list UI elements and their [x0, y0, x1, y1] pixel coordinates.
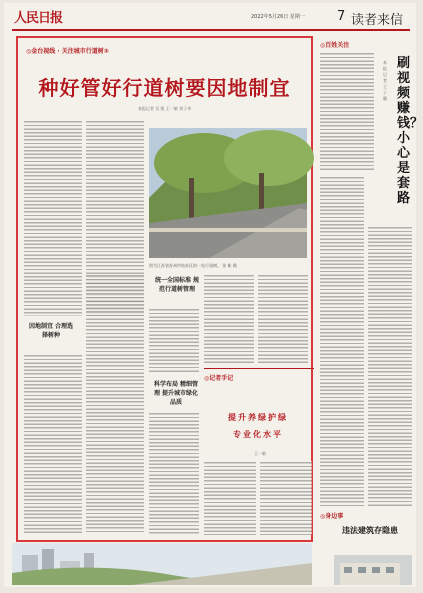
side-byline: 本报记者 王子璐 [383, 60, 387, 101]
feature-article[interactable] [16, 36, 313, 542]
feature-byline: 本报记者 吴 凯 王一敏 刘子李 [138, 106, 192, 111]
subhead-3: 科学布局 精细管理 提升城市绿化品质 [153, 381, 199, 406]
reporter-note-title-line: 提升养绿护绿 [228, 413, 288, 422]
body-text [258, 274, 308, 364]
issue-date: 2022年5月26日 星期一 [251, 14, 305, 20]
body-text [204, 461, 256, 535]
header-rule [12, 29, 410, 31]
masthead-logo: 人民日报 [14, 11, 63, 26]
city-skyline-photo [12, 543, 312, 585]
body-text [24, 354, 82, 534]
body-text [149, 412, 199, 534]
body-text [320, 52, 374, 172]
side-headline[interactable]: 刷视频赚钱？小心是套路 [397, 56, 423, 206]
body-text [204, 274, 254, 364]
side-kicker: ◎百姓关注 [320, 42, 350, 49]
body-text [260, 461, 312, 535]
feature-headline[interactable]: 种好管好行道树要因地制宜 [38, 76, 291, 100]
reporter-note-title [206, 409, 310, 443]
reporter-note [204, 368, 314, 539]
reporter-note-kicker: ◎记者手记 [204, 375, 234, 382]
subhead-2: 统一全国标准 规范行道树管理 [154, 277, 200, 293]
bottom-kicker: ◎身边事 [320, 513, 344, 520]
section-title: 读者来信 [351, 13, 404, 28]
body-text [368, 226, 412, 506]
feature-kicker: ◎金台视线 · 关注城市行道树③ [26, 48, 109, 55]
bottom-headline[interactable]: 违法建筑存隐患 [342, 526, 398, 535]
page-number: 7 [337, 9, 346, 24]
body-text [24, 120, 82, 316]
street-tree-photo [149, 128, 307, 258]
building-photo [334, 555, 412, 585]
photo-caption: 图为江苏省苏州市姑苏区的一处行道树。 张 新 摄 [149, 263, 237, 268]
newspaper-page [4, 3, 423, 587]
body-text [86, 274, 144, 534]
subhead-1: 因地制宜 合理选择树种 [28, 323, 74, 339]
reporter-note-title-line: 专业化水平 [233, 430, 283, 439]
reporter-note-author: 王一敏 [254, 451, 266, 456]
body-text [320, 176, 364, 506]
body-text [149, 308, 199, 372]
